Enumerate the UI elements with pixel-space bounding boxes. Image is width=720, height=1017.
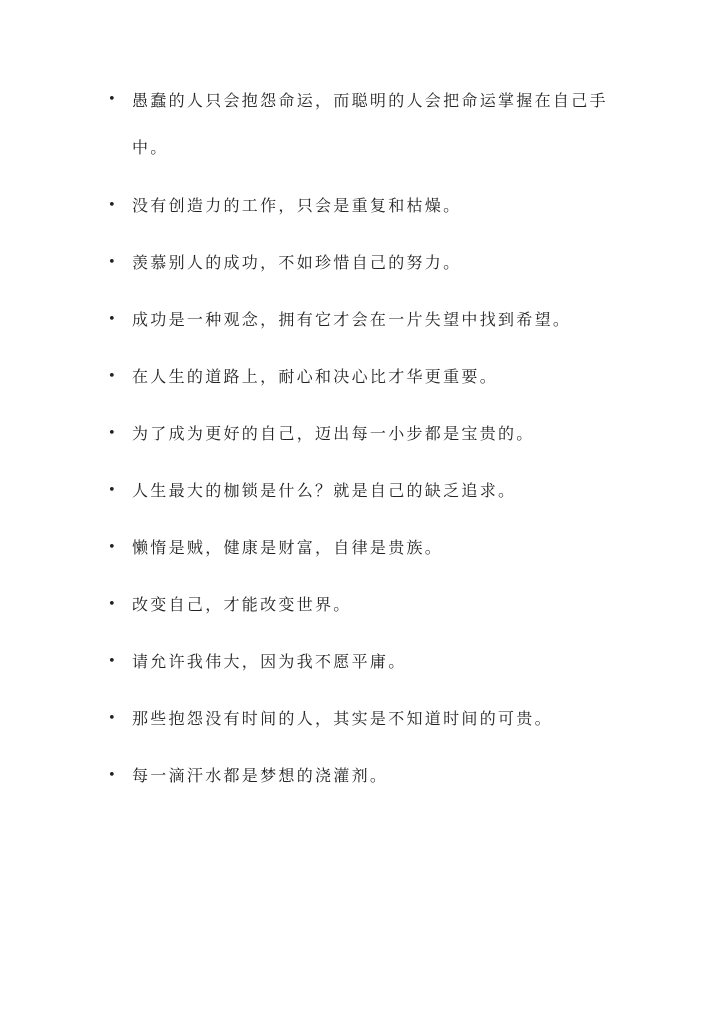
bullet-icon: • — [108, 369, 116, 384]
bullet-icon: • — [108, 92, 116, 107]
bullet-icon: • — [108, 540, 116, 555]
bullet-icon: • — [108, 255, 116, 270]
quote-text: 每一滴汗水都是梦想的浇灌剂。 — [132, 766, 389, 785]
list-item — [108, 305, 628, 335]
list-item — [108, 191, 628, 221]
quote-text: 在人生的道路上，耐心和决心比才华更重要。 — [132, 367, 499, 386]
bullet-icon: • — [108, 711, 116, 726]
quote-text: 懒惰是贼，健康是财富，自律是贵族。 — [132, 538, 444, 557]
list-item — [108, 248, 628, 278]
bullet-icon: • — [108, 312, 116, 327]
list-item — [108, 533, 628, 563]
quote-list — [108, 85, 628, 818]
quote-text: 为了成为更好的自己，迈出每一小步都是宝贵的。 — [132, 424, 535, 443]
list-item — [108, 761, 628, 791]
bullet-icon: • — [108, 654, 116, 669]
list-item — [108, 704, 628, 734]
list-item — [108, 476, 628, 506]
list-item — [108, 419, 628, 449]
list-item — [108, 85, 628, 171]
quote-text: 那些抱怨没有时间的人，其实是不知道时间的可贵。 — [132, 709, 553, 728]
quote-text: 羡慕别人的成功，不如珍惜自己的努力。 — [132, 253, 462, 272]
bullet-icon: • — [108, 768, 116, 783]
bullet-icon: • — [108, 483, 116, 498]
bullet-icon: • — [108, 198, 116, 213]
quote-text: 人生最大的枷锁是什么？就是自己的缺乏追求。 — [132, 481, 517, 500]
bullet-icon: • — [108, 597, 116, 612]
quote-text: 成功是一种观念，拥有它才会在一片失望中找到希望。 — [132, 310, 572, 329]
bullet-icon: • — [108, 426, 116, 441]
list-item — [108, 590, 628, 620]
quote-text: 请允许我伟大，因为我不愿平庸。 — [132, 652, 407, 671]
list-item — [108, 362, 628, 392]
quote-text: 没有创造力的工作，只会是重复和枯燥。 — [132, 196, 462, 215]
list-item — [108, 647, 628, 677]
quote-text: 改变自己，才能改变世界。 — [132, 595, 352, 614]
quote-text: 愚蠢的人只会抱怨命运，而聪明的人会把命运掌握在自己手中。 — [132, 91, 608, 157]
